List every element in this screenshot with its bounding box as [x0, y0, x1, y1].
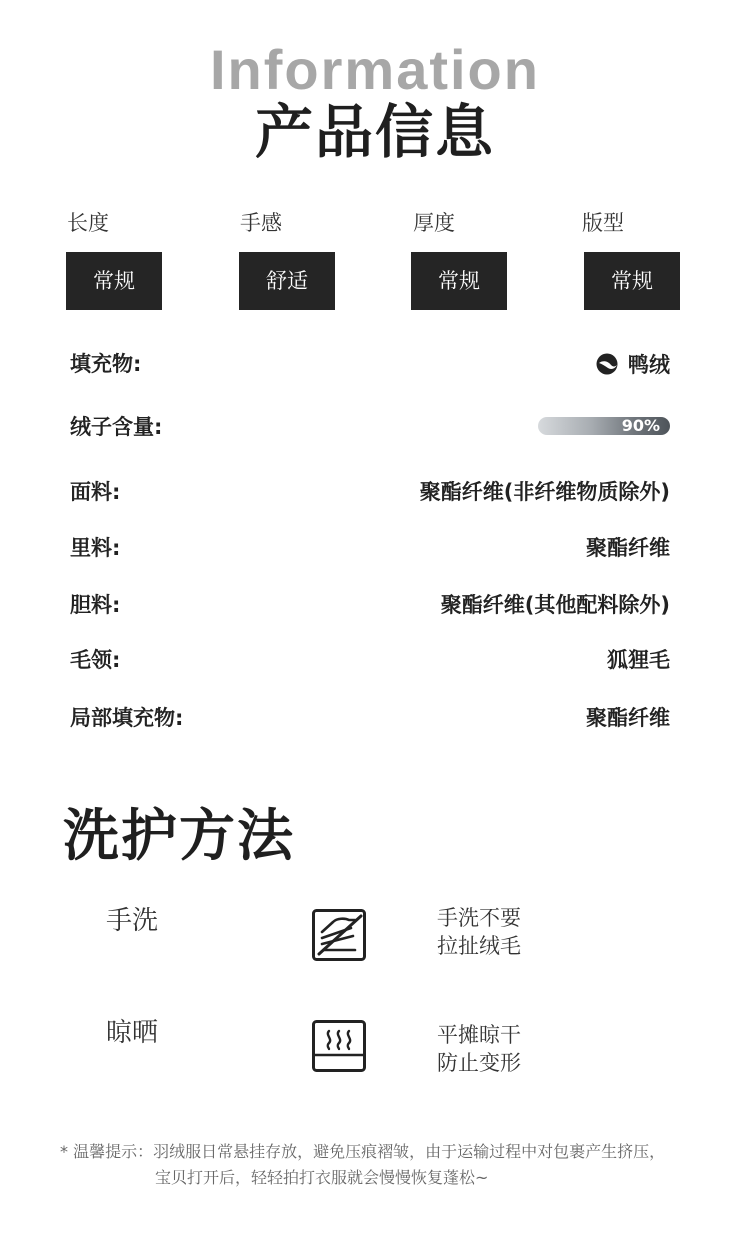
attr-value-feel: 舒适: [239, 252, 335, 310]
attr-value-length: 常规: [66, 252, 162, 310]
no-hand-wash-icon: [311, 908, 367, 962]
attr-label-feel: 手感: [240, 211, 282, 235]
dry-flat-icon: [311, 1019, 367, 1073]
title-english: Information: [210, 38, 540, 101]
care-desc-handwash-line1: 手洗不要: [437, 906, 521, 930]
spec-value-lining: 聚酯纤维: [586, 536, 670, 560]
note-line1: * 温馨提示：羽绒服日常悬挂存放，避免压痕褶皱，由于运输过程中对包裹产生挤压，: [60, 1142, 666, 1161]
spec-value-inner: 聚酯纤维(其他配料除外): [440, 593, 670, 617]
filling-label: 填充物:: [70, 352, 142, 376]
note-line2: 宝贝打开后，轻轻拍打衣服就会慢慢恢复蓬松~: [155, 1168, 489, 1187]
care-desc-handwash-line2: 拉扯绒毛: [437, 934, 521, 958]
title-chinese: 产品信息: [254, 98, 495, 166]
care-desc-drying-line2: 防止变形: [437, 1051, 521, 1075]
down-content-value: 90%: [621, 417, 660, 435]
spec-label-fabric: 面料:: [70, 480, 121, 504]
spec-value-fabric: 聚酯纤维(非纤维物质除外): [419, 480, 670, 504]
spec-label-inner: 胆料:: [70, 593, 121, 617]
attr-label-thickness: 厚度: [413, 211, 455, 235]
spec-value-collar: 狐狸毛: [607, 648, 670, 672]
care-title: 洗护方法: [63, 804, 295, 869]
care-label-drying: 晾晒: [106, 1018, 159, 1048]
duck-down-icon: [596, 353, 618, 375]
attr-value-fit: 常规: [584, 252, 680, 310]
down-content-label: 绒子含量:: [70, 415, 163, 439]
care-desc-drying-line1: 平摊晾干: [437, 1023, 521, 1047]
spec-value-partial-filling: 聚酯纤维: [586, 706, 670, 730]
attr-label-fit: 版型: [582, 211, 624, 235]
down-content-bar: [538, 417, 670, 435]
spec-label-partial-filling: 局部填充物:: [70, 706, 184, 730]
attr-label-length: 长度: [67, 211, 109, 235]
attr-value-thickness: 常规: [411, 252, 507, 310]
spec-label-lining: 里料:: [70, 536, 121, 560]
filling-value: [596, 350, 670, 378]
spec-label-collar: 毛领:: [70, 648, 121, 672]
care-label-handwash: 手洗: [106, 906, 159, 936]
filling-value-text: 鸭绒: [628, 353, 670, 377]
